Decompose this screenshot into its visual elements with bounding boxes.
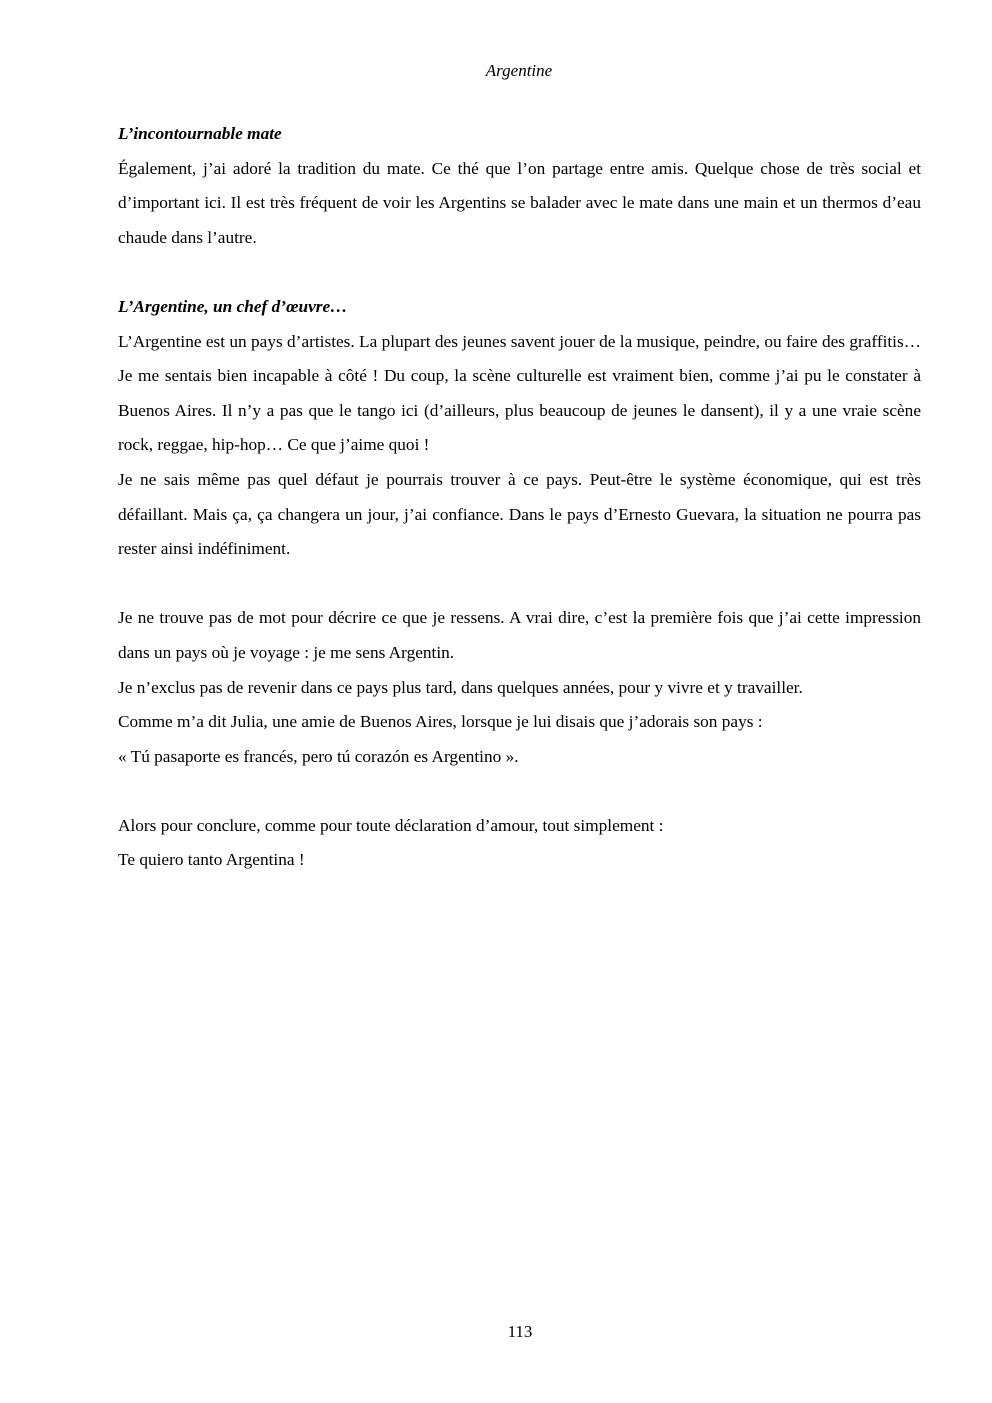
page-number: 113 — [507, 1322, 533, 1341]
paragraph-spacer — [118, 774, 921, 809]
paragraph-feeling: Je ne trouve pas de mot pour décrire ce que je ressens. A vrai dire, c’est la première fois que j’ai cette impression dans un pays où je voyage : je me sens Argentin. — [118, 608, 921, 662]
quote-line: « Tú pasaporte es francés, pero tú corazón es Argentino ». — [118, 746, 519, 766]
paragraph-economy: Je ne sais même pas quel défaut je pourrais trouver à ce pays. Peut-être le système économique, qui est très défaillant. Mais ça, ça changera un jour, j’ai confiance. Dans le pays d’Ernesto Guevara, la situation ne pourra pas rester ainsi indéfiniment. — [118, 469, 921, 559]
paragraph-mate: Également, j’ai adoré la tradition du mate. Ce thé que l’on partage entre amis. Quelque chose de très social et d’important ici. Il est très fréquent de voir les Argentins se balader avec le mate dans une main et un thermos d’eau chaude dans l’autre. — [118, 158, 921, 247]
closing-exclamation: Te quiero tanto Argentina ! — [118, 850, 305, 870]
section-heading-mate: L’incontournable mate — [118, 124, 282, 143]
conclusion-line: Alors pour conclure, comme pour toute déclaration d’amour, tout simplement : — [118, 815, 664, 835]
paragraph-artists: L’Argentine est un pays d’artistes. La plupart des jeunes savent jouer de la musique, peindre, ou faire des graffitis… Je me sentais bien incapable à côté ! Du coup, la scène culturelle est vraiment bien, comme j’ai pu le constater à Buenos Aires. Il n’y a pas que le tango ici (d’ailleurs, plus beaucoup de jeunes le dansent), il y a une vraie scène rock, reggae, hip-hop… Ce que j’aime quoi ! — [118, 331, 921, 455]
paragraph-return: Je n’exclus pas de revenir dans ce pays plus tard, dans quelques années, pour y vivre et y travailler. — [118, 677, 803, 697]
body-text — [118, 117, 921, 878]
paragraph-spacer — [118, 567, 921, 602]
running-header: Argentine — [485, 61, 553, 80]
section-heading-chef-doeuvre: L’Argentine, un chef d’œuvre… — [118, 296, 348, 316]
paragraph-spacer — [118, 255, 921, 290]
paragraph-julia: Comme m’a dit Julia, une amie de Buenos Aires, lorsque je lui disais que j’adorais son pays : — [118, 712, 763, 732]
